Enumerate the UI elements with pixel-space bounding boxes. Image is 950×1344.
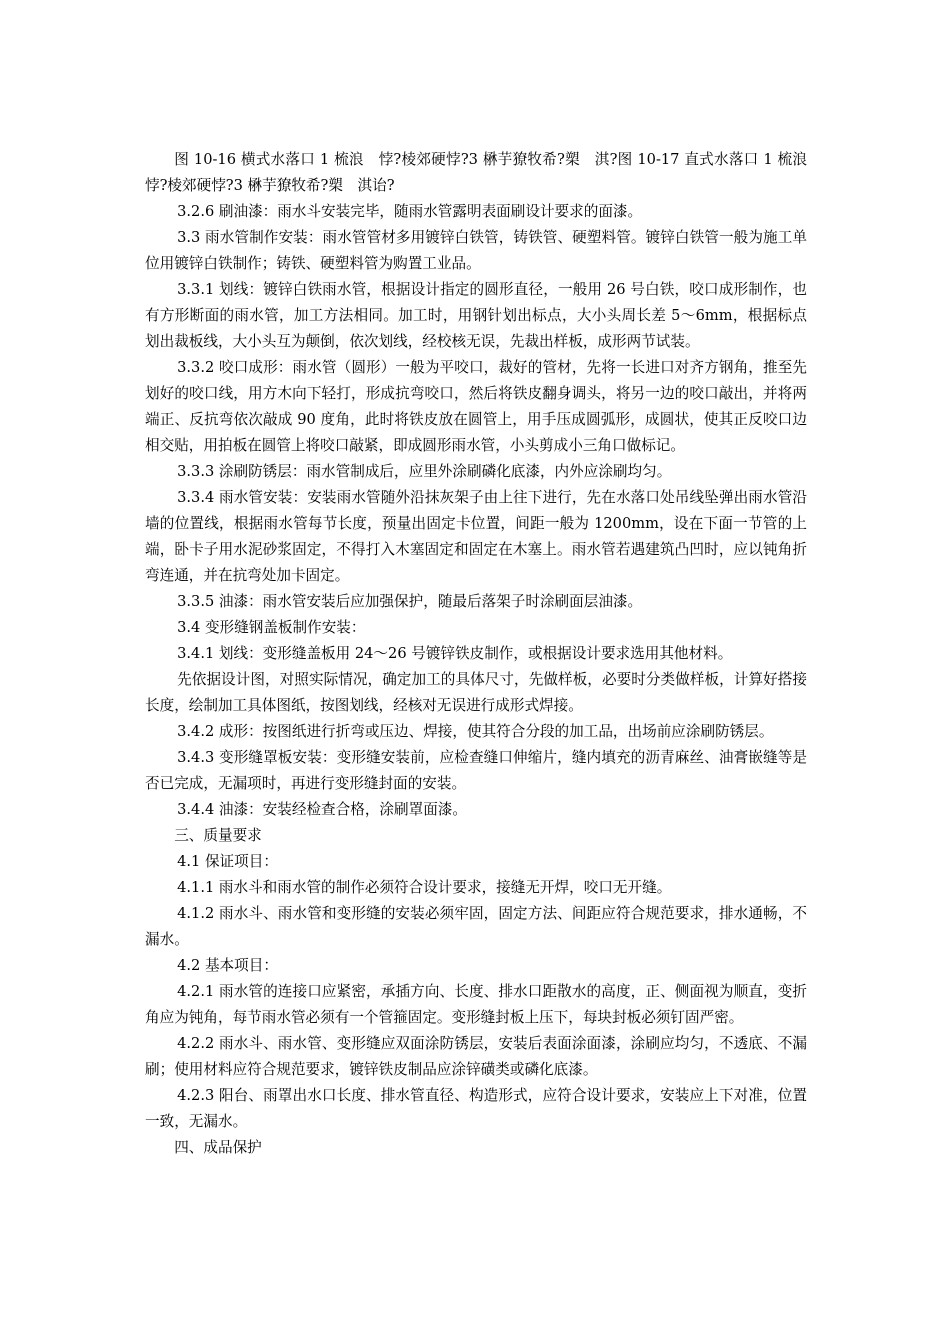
paragraph-4-2-2: 4.2.2 雨水斗、雨水管、变形缝应双面涂防锈层，安装后表面涂面漆，涂刷应均匀，不透底、不漏刷；使用材料应符合规范要求，镀锌铁皮制品应涂锌磺类或磷化底漆。 [145, 1035, 807, 1078]
paragraph-3-4-1: 3.4.1 划线：变形缝盖板用 24～26 号镀锌铁皮制作，或根据设计要求选用其他材料。 [177, 645, 733, 662]
paragraph-3-4-3: 3.4.3 变形缝罩板安装：变形缝安装前，应检查缝口伸缩片，缝内填充的沥青麻丝、油膏嵌缝等是否已完成，无漏项时，再进行变形缝封面的安装。 [145, 749, 807, 792]
document-body [145, 147, 822, 1161]
paragraph-3-3-2: 3.3.2 咬口成形：雨水管（圆形）一般为平咬口，裁好的管材，先将一长进口对齐方钢角，推至先划好的咬口线，用方木向下轻打，形成抗弯咬口，然后将铁皮翻身调头，将另一边的咬口敲出，并将两端正、反抗弯依次敲成 90 度角，此时将铁皮放在圆管上，用手压成圆弧形，成圆状，使其正反咬口边相交贴，用拍板在圆管上将咬口敲紧，即成圆形雨水管，小头剪成小三角口做标记。 [145, 359, 807, 454]
paragraph-3-4-2: 3.4.2 成形：按图纸进行折弯或压边、焊接，使其符合分段的加工品，出场前应涂刷防锈层。 [177, 723, 774, 740]
section-heading-protection: 四、成品保护 [174, 1139, 262, 1156]
paragraph-3-2-6: 3.2.6 刷油漆：雨水斗安装完毕，随雨水管露明表面刷设计要求的面漆。 [177, 203, 643, 220]
paragraph-3-4-1-detail: 先依据设计图，对照实际情况，确定加工的具体尺寸，先做样板，必要时分类做样板，计算好搭接长度，绘制加工具体图纸，按图划线，经核对无误进行成形式焊接。 [145, 671, 807, 714]
paragraph-3-3-1: 3.3.1 划线：镀锌白铁雨水管，根据设计指定的圆形直径，一般用 26 号白铁，咬口成形制作，也有方形断面的雨水管，加工方法相同。加工时，用钢针划出标点，大小头周长差 5～6mm，根据标点划出裁板线，大小头互为颠倒，依次划线，经校核无误，先裁出样板，成形两节试装。 [145, 281, 807, 350]
figure-caption: 图 10-16 横式水落口 1 梳浪 悖?棱郊硬悖?3 楙芋獠牧希?槊 淇?图 10-17 直式水落口 1 梳浪 悖?棱郊硬悖?3 楙芋獠牧希?槊 淇诒? [145, 151, 822, 194]
paragraph-3-4: 3.4 变形缝钢盖板制作安装： [177, 619, 366, 636]
paragraph-4-2-1: 4.2.1 雨水管的连接口应紧密，承插方向、长度、排水口距散水的高度，正、侧面视为顺直，变折角应为钝角，每节雨水管必须有一个管箍固定。变形缝封板上压下，每块封板必须钉固严密。 [145, 983, 807, 1026]
paragraph-3-3-4: 3.3.4 雨水管安装：安装雨水管随外沿抹灰架子由上往下进行，先在水落口处吊线坠弹出雨水管沿墙的位置线，根据雨水管每节长度，预量出固定卡位置，间距一般为 1200mm，设在下面一节管的上端，卧卡子用水泥砂浆固定，不得打入木塞固定和固定在木塞上。雨水管若遇建筑凸凹时，应以钝角折弯连通，并在抗弯处加卡固定。 [145, 489, 807, 584]
paragraph-4-1-2: 4.1.2 雨水斗、雨水管和变形缝的安装必须牢固，固定方法、间距应符合规范要求，排水通畅，不漏水。 [145, 905, 807, 948]
paragraph-4-2-3: 4.2.3 阳台、雨罩出水口长度、排水管直径、构造形式，应符合设计要求，安装应上下对准，位置一致，无漏水。 [145, 1087, 807, 1130]
section-heading-quality: 三、质量要求 [174, 827, 262, 844]
paragraph-3-3: 3.3 雨水管制作安装：雨水管管材多用镀锌白铁管，铸铁管、硬塑料管。镀锌白铁管一般为施工单位用镀锌白铁制作；铸铁、硬塑料管为购置工业品。 [145, 229, 807, 272]
paragraph-3-3-5: 3.3.5 油漆：雨水管安装后应加强保护，随最后落架子时涂刷面层油漆。 [177, 593, 643, 610]
paragraph-4-1-1: 4.1.1 雨水斗和雨水管的制作必须符合设计要求，接缝无开焊，咬口无开缝。 [177, 879, 672, 896]
paragraph-3-4-4: 3.4.4 油漆：安装经检查合格，涂刷罩面漆。 [177, 801, 467, 818]
paragraph-3-3-3: 3.3.3 涂刷防锈层：雨水管制成后，应里外涂刷磷化底漆，内外应涂刷均匀。 [177, 463, 672, 480]
paragraph-4-1: 4.1 保证项目： [177, 853, 278, 870]
paragraph-4-2: 4.2 基本项目： [177, 957, 278, 974]
